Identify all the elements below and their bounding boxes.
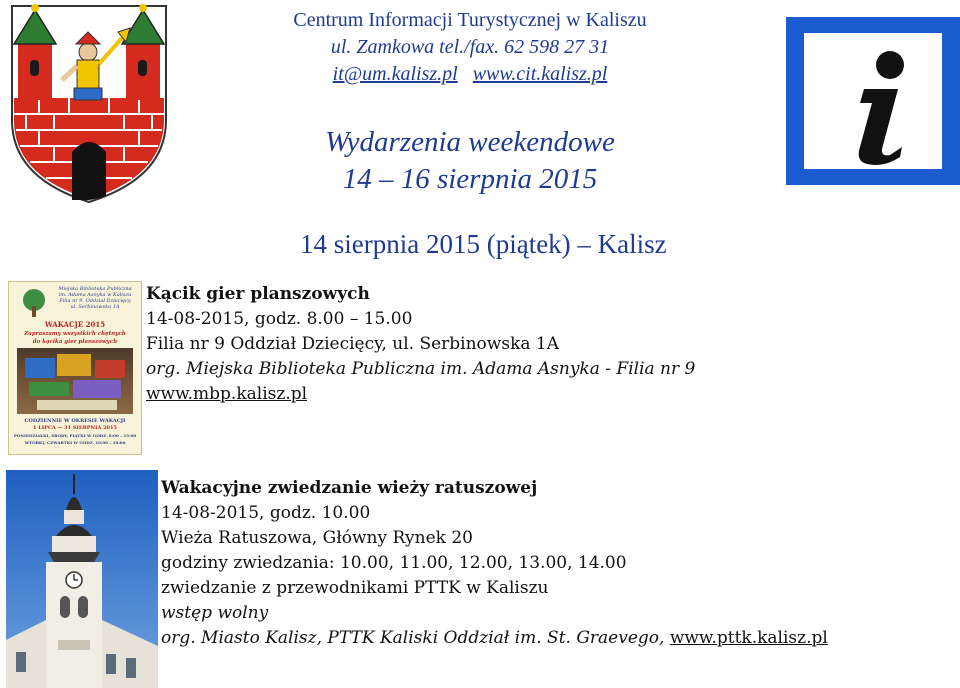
- event-board-games: [146, 282, 695, 407]
- event-entry: wstęp wolny: [161, 603, 269, 623]
- event-organizer: org. Miasto Kalisz, PTTK Kaliski Oddział im. St. Graevego,: [161, 628, 670, 648]
- event-link[interactable]: www.pttk.kalisz.pl: [669, 628, 828, 648]
- poster-line-1: Miejska Biblioteka Publiczna: [58, 286, 132, 292]
- poster-line-3: Filia nr 9, Oddział Dziecięcy: [59, 298, 131, 304]
- board-games-poster: [8, 281, 142, 455]
- website-link[interactable]: www.cit.kalisz.pl: [472, 63, 608, 85]
- event-title: Wakacyjne zwiedzanie wieży ratuszowej: [161, 478, 538, 498]
- page-date-range: 14 – 16 sierpnia 2015: [342, 163, 598, 195]
- poster-line-2: im. Adama Asnyka w Kaliszu: [58, 292, 132, 298]
- board-games-photo: [17, 348, 133, 414]
- org-address: ul. Zamkowa tel./fax. 62 598 27 31: [330, 36, 610, 58]
- poster-badge: WAKACJE 2015: [44, 320, 106, 329]
- poster-footer-1: CODZIENNIE W OKRESIE WAKACJI: [24, 418, 126, 424]
- event-place: Wieża Ratuszowa, Główny Rynek 20: [161, 528, 473, 548]
- event-datetime: 14-08-2015, godz. 8.00 – 15.00: [146, 309, 413, 329]
- poster-line-4: ul. Serbinowska 1A: [70, 304, 120, 310]
- page-title: Wydarzenia weekendowe: [325, 126, 615, 158]
- poster-footer-3: PONIEDZIAŁKI, ŚRODY, PIĄTKI W GODZ. 8:00 – 15:00: [13, 433, 137, 438]
- org-contact: [180, 60, 760, 88]
- poster-footer-4: WTORKI, CZWARTKI W GODZ. 10:00 – 18:00: [24, 440, 126, 445]
- kalisz-coat-of-arms-icon: [4, 2, 174, 207]
- town-hall-tower-photo: [6, 470, 158, 688]
- event-hours: godziny zwiedzania: 10.00, 11.00, 12.00, 13.00, 14.00: [161, 553, 627, 573]
- event-place: Filia nr 9 Oddział Dziecięcy, ul. Serbinowska 1A: [146, 334, 560, 354]
- tourist-info-icon: [786, 17, 960, 185]
- poster-invite: Zapraszamy wszystkich chętnych: [24, 331, 126, 337]
- poster-footer-2: 1 LIPCA — 31 SIERPNIA 2015: [33, 425, 117, 431]
- event-tower-tour: [161, 476, 828, 651]
- email-link[interactable]: it@um.kalisz.pl: [332, 63, 458, 85]
- tree-logo-icon: [17, 288, 51, 318]
- org-name: Centrum Informacji Turystycznej w Kaliszu: [293, 9, 647, 31]
- event-link[interactable]: www.mbp.kalisz.pl: [146, 384, 308, 404]
- day-heading: 14 sierpnia 2015 (piątek) – Kalisz: [300, 229, 667, 259]
- event-datetime: 14-08-2015, godz. 10.00: [161, 503, 371, 523]
- event-title: Kącik gier planszowych: [146, 284, 370, 304]
- event-guides: zwiedzanie z przewodnikami PTTK w Kaliszu: [161, 578, 549, 598]
- event-organizer: org. Miejska Biblioteka Publiczna im. Adama Asnyka - Filia nr 9: [146, 359, 696, 379]
- event-organizer-line: [161, 626, 828, 651]
- poster-invite-2: do kącika gier planszowych: [32, 339, 118, 345]
